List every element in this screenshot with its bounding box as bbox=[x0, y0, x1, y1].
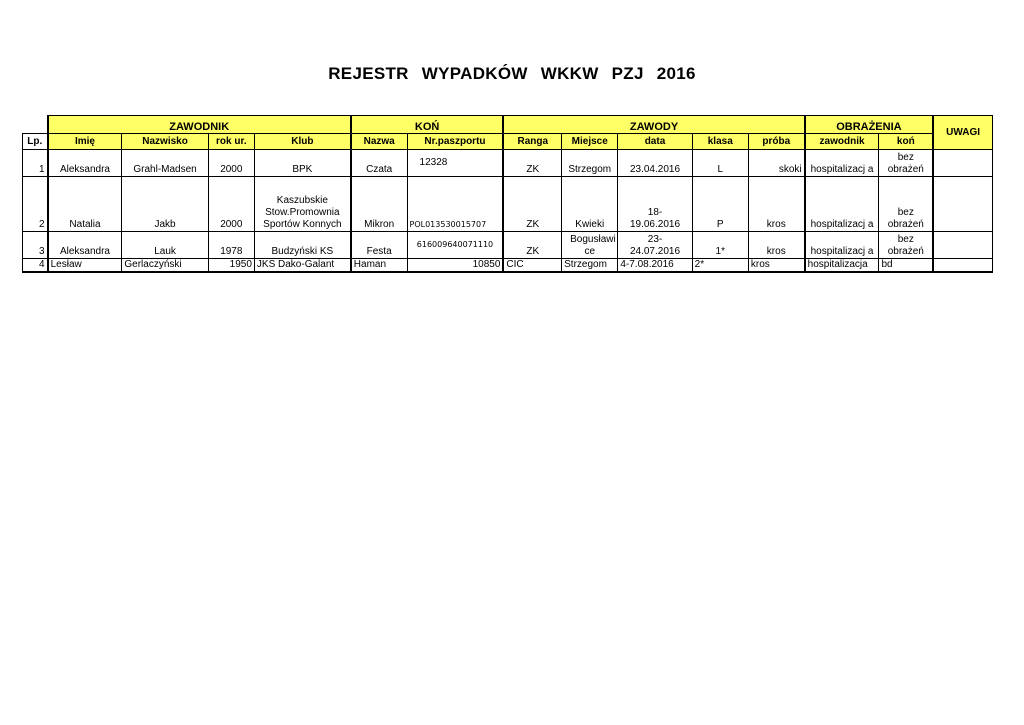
cell-nazwa: Festa bbox=[351, 232, 407, 259]
cell-data: 23-24.07.2016 bbox=[618, 232, 692, 259]
cell-paszport: 10850 bbox=[407, 259, 503, 273]
cell-nazwa: Mikron bbox=[351, 177, 407, 232]
header-lp: Lp. bbox=[23, 134, 48, 150]
cell-ranga: CIC bbox=[503, 259, 561, 273]
cell-obr-zawodnik: hospitalizacj a bbox=[805, 177, 879, 232]
cell-uwagi bbox=[933, 177, 992, 232]
cell-uwagi bbox=[933, 259, 992, 273]
cell-obr-kon: bd bbox=[879, 259, 933, 273]
header-miejsce: Miejsce bbox=[562, 134, 618, 150]
cell-uwagi bbox=[933, 232, 992, 259]
cell-obr-kon: bez obrażeń bbox=[879, 177, 933, 232]
header-paszport: Nr.paszportu bbox=[407, 134, 503, 150]
header-obr-zawodnik: zawodnik bbox=[805, 134, 879, 150]
header-klub: Klub bbox=[254, 134, 350, 150]
cell-obr-zawodnik: hospitalizacja bbox=[805, 259, 879, 273]
cell-rok: 1978 bbox=[208, 232, 254, 259]
cell-klub: Budzyński KS bbox=[254, 232, 350, 259]
cell-miejsce: Strzegom bbox=[562, 259, 618, 273]
cell-nazwa: Haman bbox=[351, 259, 407, 273]
group-zawody: ZAWODY bbox=[503, 116, 804, 134]
group-obrazenia: OBRAŻENIA bbox=[805, 116, 934, 134]
cell-data: 23.04.2016 bbox=[618, 150, 692, 177]
header-rok: rok ur. bbox=[208, 134, 254, 150]
cell-data: 18-19.06.2016 bbox=[618, 177, 692, 232]
group-header-row bbox=[23, 116, 993, 134]
cell-obr-kon: bez obrażeń bbox=[879, 150, 933, 177]
cell-klub: JKS Dako-Galant bbox=[254, 259, 350, 273]
cell-proba: kros bbox=[748, 232, 804, 259]
cell-miejsce: Bogusławi ce bbox=[562, 232, 618, 259]
group-kon: KOŃ bbox=[351, 116, 504, 134]
cell-nazwisko: Grahl-Madsen bbox=[122, 150, 208, 177]
header-nazwa: Nazwa bbox=[351, 134, 407, 150]
cell-nazwisko: Gerlaczyński bbox=[122, 259, 208, 273]
cell-nazwisko: Lauk bbox=[122, 232, 208, 259]
header-uwagi: UWAGI bbox=[933, 116, 992, 150]
header-nazwisko: Nazwisko bbox=[122, 134, 208, 150]
cell-lp: 4 bbox=[23, 259, 48, 273]
page-title: REJESTR WYPADKÓW WKKW PZJ 2016 bbox=[328, 64, 696, 83]
cell-imie: Lesław bbox=[48, 259, 122, 273]
cell-ranga: ZK bbox=[503, 232, 561, 259]
cell-paszport: 616009640071110 bbox=[407, 232, 503, 259]
group-zawodnik: ZAWODNIK bbox=[48, 116, 351, 134]
cell-klub: Kaszubskie Stow.Promownia Sportów Konnych bbox=[254, 177, 350, 232]
cell-ranga: ZK bbox=[503, 177, 561, 232]
cell-imie: Aleksandra bbox=[48, 150, 122, 177]
cell-nazwa: Czata bbox=[351, 150, 407, 177]
cell-obr-zawodnik: hospitalizacj a bbox=[805, 150, 879, 177]
header-imie: Imię bbox=[48, 134, 122, 150]
blank-corner bbox=[23, 116, 48, 134]
cell-lp: 2 bbox=[23, 177, 48, 232]
cell-imie: Natalia bbox=[48, 177, 122, 232]
column-header-row bbox=[23, 134, 993, 150]
accident-register-table bbox=[22, 115, 993, 273]
cell-klasa: 1* bbox=[692, 232, 748, 259]
cell-obr-zawodnik: hospitalizacj a bbox=[805, 232, 879, 259]
cell-proba: skoki bbox=[748, 150, 804, 177]
table-row bbox=[23, 232, 993, 259]
table-row bbox=[23, 177, 993, 232]
cell-klasa: L bbox=[692, 150, 748, 177]
cell-uwagi bbox=[933, 150, 992, 177]
cell-proba: kros bbox=[748, 177, 804, 232]
header-klasa: klasa bbox=[692, 134, 748, 150]
cell-ranga: ZK bbox=[503, 150, 561, 177]
cell-nazwisko: Jakb bbox=[122, 177, 208, 232]
cell-klub: BPK bbox=[254, 150, 350, 177]
table-row bbox=[23, 150, 993, 177]
cell-miejsce: Kwieki bbox=[562, 177, 618, 232]
cell-data: 4-7.08.2016 bbox=[618, 259, 692, 273]
cell-lp: 1 bbox=[23, 150, 48, 177]
cell-obr-kon: bez obrażeń bbox=[879, 232, 933, 259]
cell-paszport: 12328 bbox=[407, 150, 503, 177]
cell-paszport: POL013530015707 bbox=[407, 177, 503, 232]
cell-rok: 1950 bbox=[208, 259, 254, 273]
table-row bbox=[23, 259, 993, 273]
cell-miejsce: Strzegom bbox=[562, 150, 618, 177]
cell-imie: Aleksandra bbox=[48, 232, 122, 259]
header-data: data bbox=[618, 134, 692, 150]
cell-klasa: 2* bbox=[692, 259, 748, 273]
header-proba: próba bbox=[748, 134, 804, 150]
cell-proba: kros bbox=[748, 259, 804, 273]
cell-lp: 3 bbox=[23, 232, 48, 259]
cell-rok: 2000 bbox=[208, 177, 254, 232]
header-ranga: Ranga bbox=[503, 134, 561, 150]
cell-klasa: P bbox=[692, 177, 748, 232]
header-obr-kon: koń bbox=[879, 134, 933, 150]
cell-rok: 2000 bbox=[208, 150, 254, 177]
